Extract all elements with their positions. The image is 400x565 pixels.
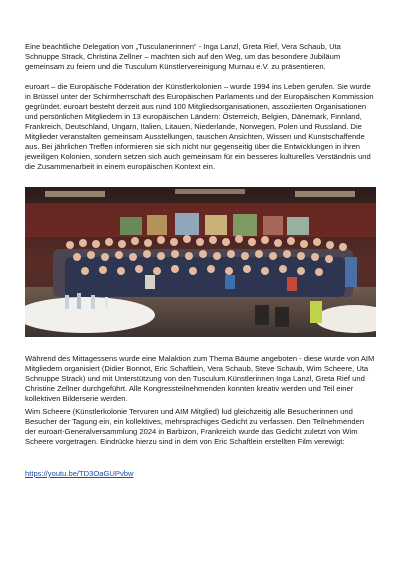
- euroart-paragraph: euroart – die Europäische Föderation der Künstlerkolonien – wurde 1994 ins Leben gerufen. Sie wurde in Brüssel unter der Schirmherrschaft des Europäischen Parlaments und der Europäischen Kommission gegründet. euroart besteht derzeit aus rund 100 Mitgliedsorganisationen, assoziierten Organisationen und persönlichen Mitgliedern in 13 europäischen Ländern: Österreich, Belgien, Dänemark, Finnland, Frankreich, Deutschland, Ungarn, Italien, Litauen, Niederlande, Norwegen, Polen und Russland. Die Mitglieder veranstalten gemeinsam Ausstellungen, tauschen Ansichten, Wissen und Kunstschaffende aus. Bei jährlichen Treffen informieren sie sich nicht nur gegenseitig über die Entwicklungen in ihren jeweiligen Kolonien, sondern setzen sich auch gemeinsam für ein besseres kulturelles Verständnis und die Zusammenarbeit in einem europäischen Kontext ein.: [25, 82, 374, 171]
- intro-paragraph: Eine beachtliche Delegation von „Tusculanerinnen“ - Inga Lanzl, Greta Rief, Vera Schaub, Uta Schnuppe Strack, Christina Zellner – machten sich auf den Weg, um das besondere Jubiläum gemeinsam zu feiern und die Tusculum Künstlervereinigung Murnau e.V. zu präsentieren.: [25, 42, 341, 71]
- lunch-painting-paragraph: Während des Mittagessens wurde eine Malaktion zum Thema Bäume angeboten - diese wurde von AIM Mitgliedern organisiert (Didier Bonnot, Eric Schaftlein, Vera Schaub, Steve Schaub, Wim Scheere, Uta Schnuppe Strack) und mit Unterstützung von den Tusculum Künstlerinnen Inga Lanzl, Greta Rief und Christine Zellner durchgeführt. Alle Kongressteilnehmenden konnten kreativ werden und Teil einer kollektiven Bilderserie werden.: [25, 354, 375, 403]
- group-photo: [25, 187, 376, 337]
- video-link[interactable]: https://youtu.be/TD3OaGUPvbw: [25, 469, 134, 478]
- poem-paragraph: Wim Scheere (Künstlerkolonie Tervuren und AIM Mitglied) lud gleichzeitig alle Besucherinnen und Besucher der Tagung ein, ein kollektives, mehrsprachiges Gedicht zu verfassen. Den Teilnehmenden der euroart-Generalversammlung 2024 in Barbizon, Frankreich wurde das Gedicht zuletzt von Wim Scheere vorgetragen. Eindrücke hierzu sind in dem von Eric Schaftlein erstellten Film verewigt:: [25, 407, 365, 446]
